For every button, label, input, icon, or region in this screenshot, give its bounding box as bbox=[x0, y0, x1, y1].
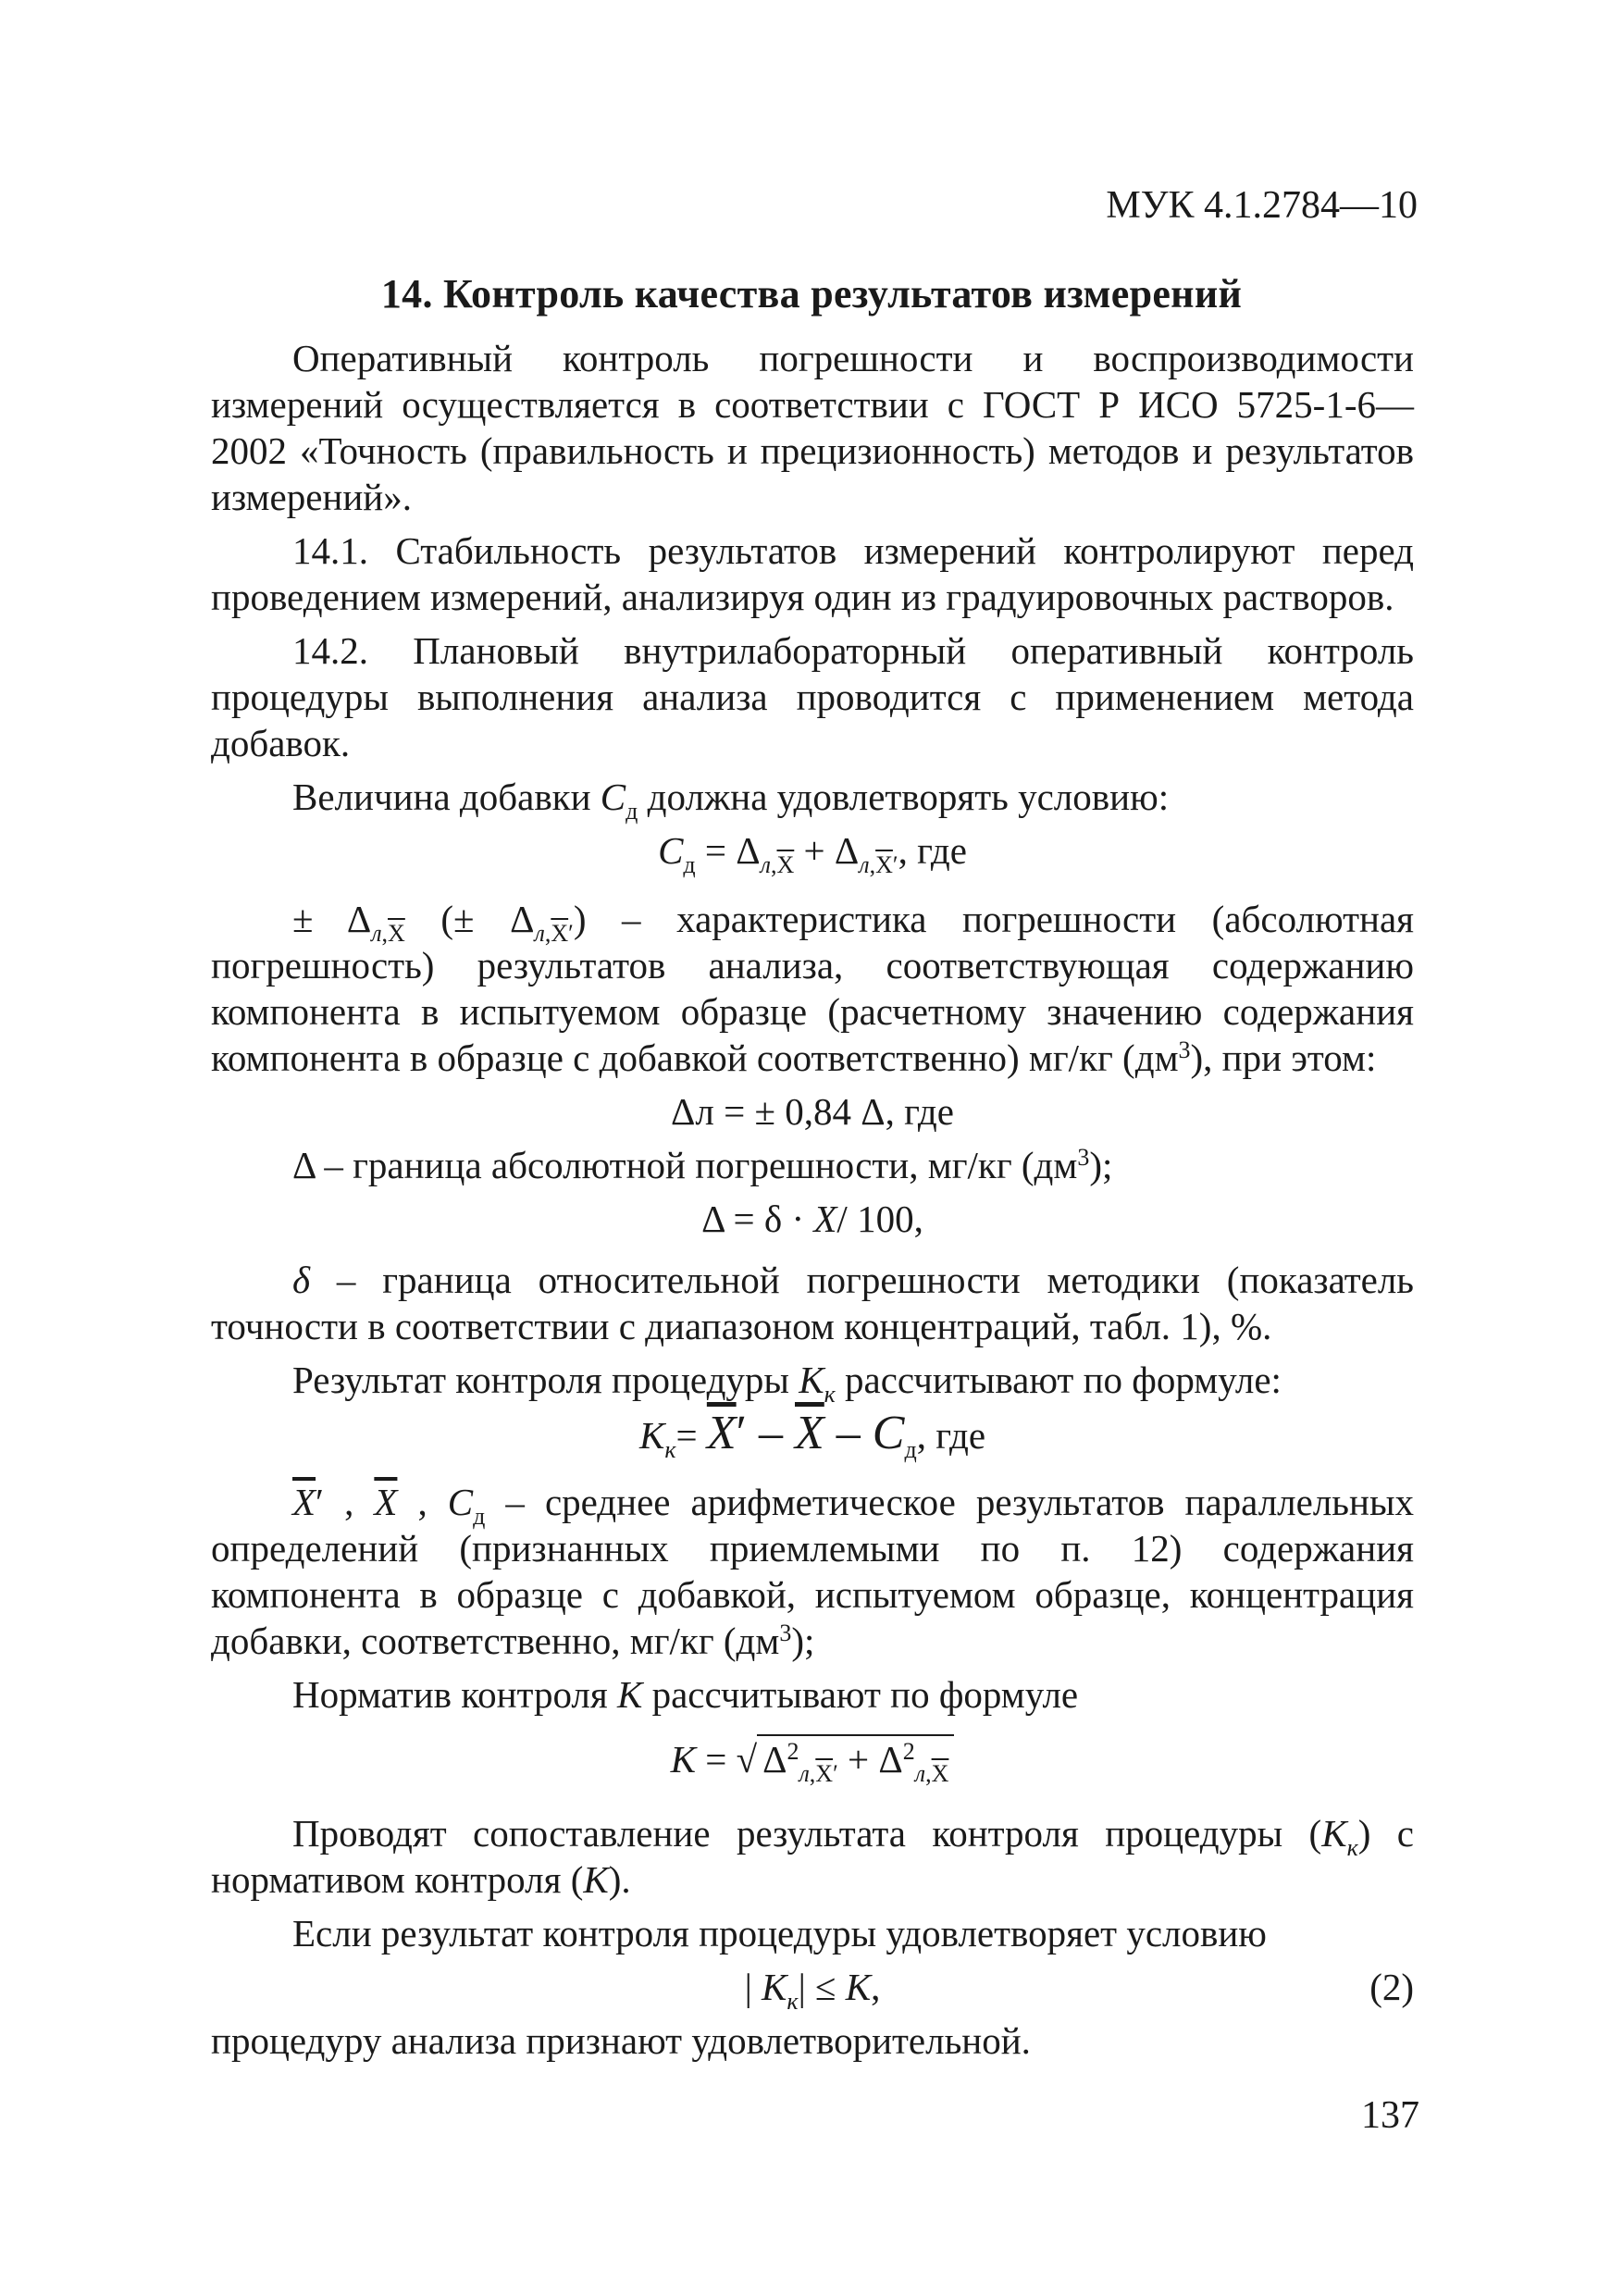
paragraph-intro: Оперативный контроль погрешности и воспроизводимости измерений осуществляется в соответствии с ГОСТ Р ИСО 5725-1-6—2002 «Точность (правильность и прецизионность) методов и результатов измерений». bbox=[211, 337, 1414, 518]
formula-control-norm: K = √ $\Delta^2_{л,\overline{X}'} + \Delta^2_{л,\overline{X}}$ bbox=[211, 1734, 1414, 1782]
section-title: 14. Контроль качества результатов измерений bbox=[380, 271, 1243, 316]
formula-condition-2: | $K_к| \le K$, (2) bbox=[744, 1966, 1414, 2015]
paragraph-14-2: 14.2. Плановый внутрилабораторный оперативный контроль процедуры выполнения анализа проводится с применением метода добавок. bbox=[211, 629, 1414, 764]
paragraph-control-norm: Норматив контроля K рассчитывают по формуле bbox=[292, 1673, 1079, 1716]
paragraph-conclusion: процедуру анализа признают удовлетворительной. bbox=[211, 2019, 1031, 2062]
paragraph-error-characteristic: ± $\Delta_{л,\overline{X}}$ (± $\Delta_{л,\overline{X}'}$) – характеристика погрешности (абсолютная погрешность) результатов анализа, соответствующая содержанию компонента в испытуемом образце (расчетному значению содержания компонента в образце с добавкой соответственно) мг/кг $(дм^3)$, при этом: bbox=[211, 898, 1414, 1079]
formula-delta: Δ = δ · X/ 100, bbox=[701, 1198, 923, 1240]
document-code: МУК 4.1.2784—10 bbox=[1106, 184, 1418, 227]
paragraph-control-result: Результат контроля процедуры $K_к$ рассчитывают по формуле: bbox=[292, 1359, 1282, 1408]
symbol-c: C bbox=[600, 776, 626, 818]
page-body bbox=[211, 335, 1414, 2071]
paragraph-arithmetic-mean: $\overline{X}'$ , $\overline{X}$ , $C_д$ – среднее арифметическое результатов параллельных определений (признанных приемлемыми по п. 12) содержания компонента в образце с добавкой, испытуемом образце, концентрация добавки, соответственно, мг/кг $(дм^3)$; bbox=[211, 1481, 1414, 1662]
formula-control-result: $K_к= \overline{X}' - \overline{X} - C_д$, где bbox=[638, 1407, 986, 1463]
paragraph-absolute-error: Δ – граница абсолютной погрешности, мг/кг $(дм^3)$; bbox=[292, 1144, 1113, 1186]
equation-number: (2) bbox=[1369, 1966, 1414, 2008]
paragraph-comparison: Проводят сопоставление результата контроля процедуры $(K_к)$ с нормативом контроля (K). bbox=[211, 1812, 1414, 1901]
paragraph-condition: Если результат контроля процедуры удовлетворяет условию bbox=[292, 1912, 1267, 1955]
paragraph-14-1: 14.1. Стабильность результатов измерений контролируют перед проведением измерений, анализируя один из градуировочных растворов. bbox=[211, 529, 1414, 618]
paragraph-relative-error: δ – граница относительной погрешности методики (показатель точности в соответствии с диапазоном концентраций, табл. 1), %. bbox=[211, 1259, 1415, 1347]
page-number: 137 bbox=[1361, 2094, 1419, 2137]
paragraph-additive-value: Величина добавки $C_д$ должна удовлетворять условию: bbox=[292, 776, 1170, 825]
formula-additive: $C_д = \Delta_{л,\overline{X}} + \Delta_{л,\overline{X}'}$, где bbox=[658, 829, 967, 878]
formula-delta-l: Δл = ± 0,84 Δ, где bbox=[671, 1090, 954, 1133]
